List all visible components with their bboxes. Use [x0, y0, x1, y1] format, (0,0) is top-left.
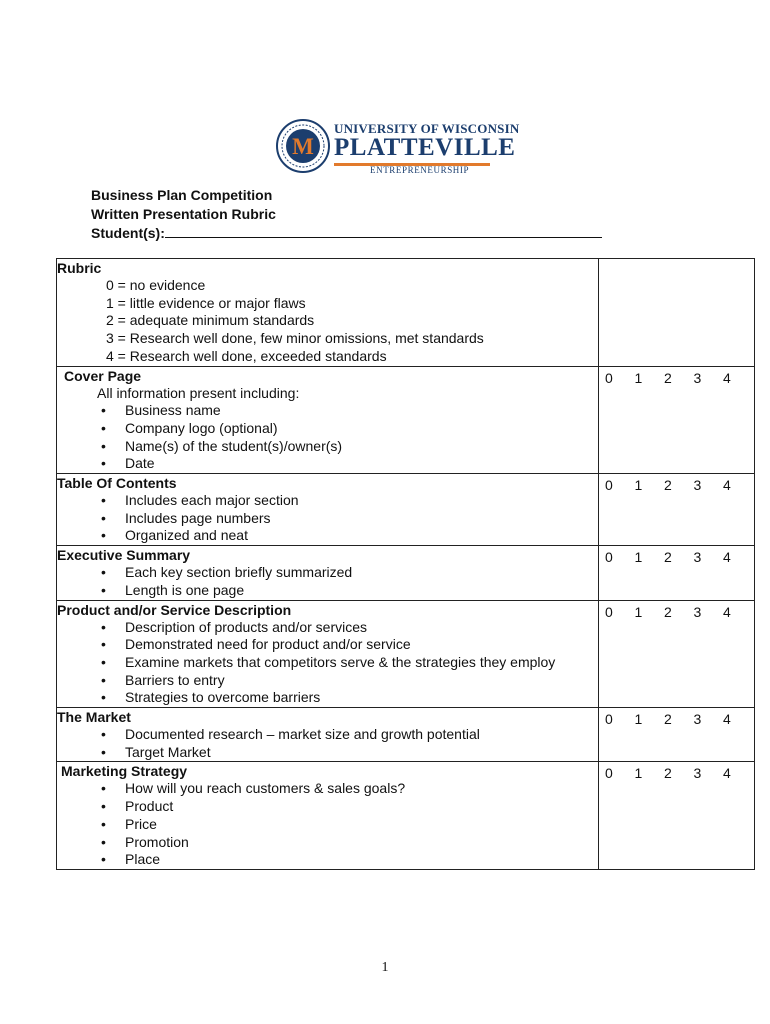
criteria-list — [57, 402, 598, 473]
rubric-key-title: Rubric — [57, 260, 102, 276]
page-number: 1 — [381, 960, 389, 975]
score-cell — [599, 474, 755, 546]
section-row-the-market — [57, 708, 755, 762]
criteria-list — [57, 619, 598, 708]
criteria-list — [57, 780, 598, 869]
score-option-4[interactable]: 4 — [723, 369, 731, 386]
criteria-item: • Barriers to entry — [101, 672, 598, 690]
rubric-key-cell — [57, 259, 599, 367]
criteria-item: • Business name — [101, 402, 598, 420]
rubric-level: 0 = no evidence — [106, 277, 206, 293]
section-title: The Market — [57, 709, 131, 726]
seal-letter: M — [292, 134, 314, 159]
score-option-0[interactable]: 0 — [605, 369, 613, 386]
document-header — [91, 186, 602, 243]
score-options — [599, 762, 754, 782]
criteria-item: • Each key section briefly summarized — [101, 564, 598, 582]
logo-entrepreneurship-text: ENTREPRENEURSHIP — [370, 165, 470, 175]
rubric-table — [56, 258, 755, 870]
university-logo — [276, 113, 520, 179]
criteria-item: • Promotion — [101, 834, 598, 852]
score-option-3[interactable]: 3 — [693, 603, 702, 620]
score-option-2[interactable]: 2 — [664, 369, 672, 386]
student-label: Student(s): — [91, 225, 165, 241]
score-option-1[interactable]: 1 — [634, 477, 643, 494]
score-options — [599, 546, 754, 566]
score-option-4[interactable]: 4 — [723, 477, 731, 494]
section-row-product-service — [57, 600, 755, 708]
criteria-item: • Date — [101, 455, 598, 473]
score-option-3[interactable]: 3 — [693, 765, 702, 782]
section-description — [57, 600, 599, 708]
score-cell — [599, 366, 755, 474]
score-option-1[interactable]: 1 — [634, 711, 643, 728]
rubric-level: 1 = little evidence or major flaws — [106, 294, 306, 311]
criteria-item: • Organized and neat — [101, 527, 598, 545]
rubric-title: Written Presentation Rubric — [91, 205, 276, 222]
section-title: Executive Summary — [57, 547, 191, 564]
criteria-list — [57, 564, 598, 599]
student-name-line[interactable] — [165, 223, 602, 238]
criteria-item: • Length is one page — [101, 582, 598, 600]
score-options — [599, 367, 754, 387]
score-option-4[interactable]: 4 — [723, 711, 731, 728]
criteria-item: • Product — [101, 798, 598, 816]
score-option-4[interactable]: 4 — [723, 549, 731, 566]
criteria-list — [57, 492, 598, 545]
criteria-item: • Demonstrated need for product and/or service — [101, 636, 598, 654]
score-option-3[interactable]: 3 — [693, 549, 702, 566]
score-cell — [599, 708, 755, 762]
score-options — [599, 601, 754, 621]
score-option-0[interactable]: 0 — [605, 711, 613, 728]
criteria-item: • Company logo (optional) — [101, 420, 598, 438]
rubric-level: 4 = Research well done, exceeded standards — [106, 347, 387, 364]
criteria-list — [57, 726, 598, 761]
rubric-key-score-cell — [599, 259, 755, 367]
section-description — [57, 546, 599, 600]
university-seal-icon — [276, 113, 330, 179]
score-option-4[interactable]: 4 — [723, 765, 731, 782]
score-option-2[interactable]: 2 — [664, 603, 672, 620]
criteria-item: • Includes each major section — [101, 492, 598, 510]
criteria-item: • Place — [101, 851, 598, 869]
criteria-item: • Description of products and/or services — [101, 619, 598, 637]
score-option-1[interactable]: 1 — [634, 549, 643, 566]
section-description — [57, 474, 599, 546]
section-title: Product and/or Service Description — [57, 601, 292, 618]
section-row-marketing-strategy — [57, 762, 755, 870]
section-description — [57, 708, 599, 762]
score-option-0[interactable]: 0 — [605, 549, 613, 566]
criteria-item: • Strategies to overcome barriers — [101, 689, 598, 707]
score-option-2[interactable]: 2 — [664, 765, 672, 782]
section-description — [57, 762, 599, 870]
section-description — [57, 366, 599, 474]
score-option-3[interactable]: 3 — [693, 711, 702, 728]
competition-title: Business Plan Competition — [91, 187, 273, 203]
section-title: Cover Page — [64, 367, 142, 384]
logo-university-text: UNIVERSITY OF WISCONSIN — [334, 121, 520, 136]
section-intro: All information present including: — [97, 384, 300, 401]
score-options — [599, 474, 754, 494]
criteria-item: • Examine markets that competitors serve & the strategies they employ — [101, 654, 598, 672]
rubric-key-row — [57, 259, 755, 367]
score-option-1[interactable]: 1 — [634, 603, 643, 620]
score-cell — [599, 762, 755, 870]
score-option-2[interactable]: 2 — [664, 711, 672, 728]
criteria-item: • Price — [101, 816, 598, 834]
score-option-2[interactable]: 2 — [664, 477, 672, 494]
score-option-0[interactable]: 0 — [605, 603, 613, 620]
section-row-cover-page — [57, 366, 755, 474]
logo-platteville-text: PLATTEVILLE — [334, 134, 516, 161]
score-option-3[interactable]: 3 — [693, 477, 702, 494]
section-title: Marketing Strategy — [61, 763, 188, 780]
score-options — [599, 708, 754, 728]
score-option-0[interactable]: 0 — [605, 477, 613, 494]
criteria-item: • Target Market — [101, 744, 598, 762]
score-option-3[interactable]: 3 — [693, 369, 702, 386]
criteria-item: • Includes page numbers — [101, 510, 598, 528]
score-option-1[interactable]: 1 — [634, 765, 643, 782]
rubric-level: 3 = Research well done, few minor omissions, met standards — [106, 330, 484, 347]
score-cell — [599, 600, 755, 708]
score-option-1[interactable]: 1 — [634, 369, 643, 386]
score-option-4[interactable]: 4 — [723, 603, 731, 620]
score-option-0[interactable]: 0 — [605, 765, 613, 782]
student-field — [91, 223, 602, 243]
section-row-executive-summary — [57, 546, 755, 600]
score-cell — [599, 546, 755, 600]
score-option-2[interactable]: 2 — [664, 549, 672, 566]
criteria-item: • Documented research – market size and growth potential — [101, 726, 598, 744]
criteria-item: • Name(s) of the student(s)/owner(s) — [101, 438, 598, 456]
section-row-table-of-contents — [57, 474, 755, 546]
section-title: Table Of Contents — [57, 475, 177, 492]
rubric-level: 2 = adequate minimum standards — [106, 312, 315, 329]
criteria-item: • How will you reach customers & sales goals? — [101, 780, 598, 798]
